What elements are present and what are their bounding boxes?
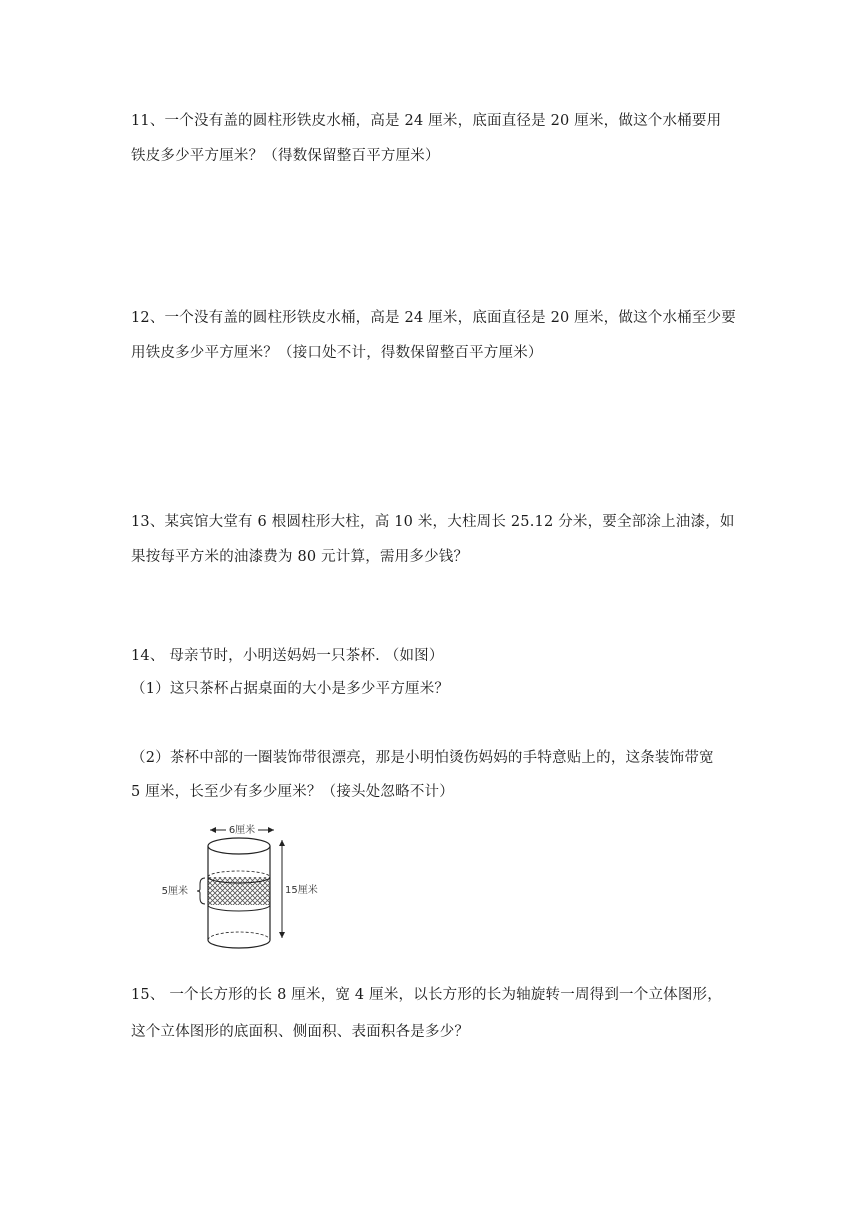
q11-line-1: 11、一个没有盖的圆柱形铁皮水桶，高是 24 厘米，底面直径是 20 厘米，做这个水桶要用 <box>131 113 722 129</box>
diameter-label: 6厘米 <box>228 825 256 836</box>
q12-line-2: 用铁皮多少平方厘米？（接口处不计，得数保留整百平方厘米） <box>131 345 543 361</box>
q15-line-1: 15、 一个长方形的长 8 厘米，宽 4 厘米，以长方形的长为轴旋转一周得到一个立体图形， <box>131 987 722 1003</box>
q14-part-2-line-2: 5 厘米，长至少有多少厘米？（接头处忽略不计） <box>131 784 454 800</box>
q14-part-1: （1）这只茶杯占据桌面的大小是多少平方厘米？ <box>131 681 450 697</box>
q14-part-2-line-1: （2）茶杯中部的一圈装饰带很漂亮，那是小明怕烫伤妈妈的手特意贴上的，这条装饰带宽 <box>131 750 714 766</box>
q13-line-2: 果按每平方米的油漆费为 80 元计算，需用多少钱？ <box>131 549 469 565</box>
cup-body <box>208 838 270 948</box>
cup-figure <box>160 818 320 953</box>
q15-line-2: 这个立体图形的底面积、侧面积、表面积各是多少？ <box>131 1024 470 1040</box>
q12-line-1: 12、一个没有盖的圆柱形铁皮水桶，高是 24 厘米，底面直径是 20 厘米，做这个水桶至少要 <box>131 310 736 326</box>
height-label: 15厘米 <box>285 885 318 896</box>
band-brace <box>197 878 205 904</box>
band-label: 5厘米 <box>161 886 188 897</box>
q13-line-1: 13、某宾馆大堂有 6 根圆柱形大柱，高 10 米，大柱周长 25.12 分米，要全部涂上油漆，如 <box>131 514 735 530</box>
q14-line-1: 14、 母亲节时，小明送妈妈一只茶杯. （如图） <box>131 648 444 664</box>
q11-line-2: 铁皮多少平方厘米？（得数保留整百平方厘米） <box>131 148 440 164</box>
